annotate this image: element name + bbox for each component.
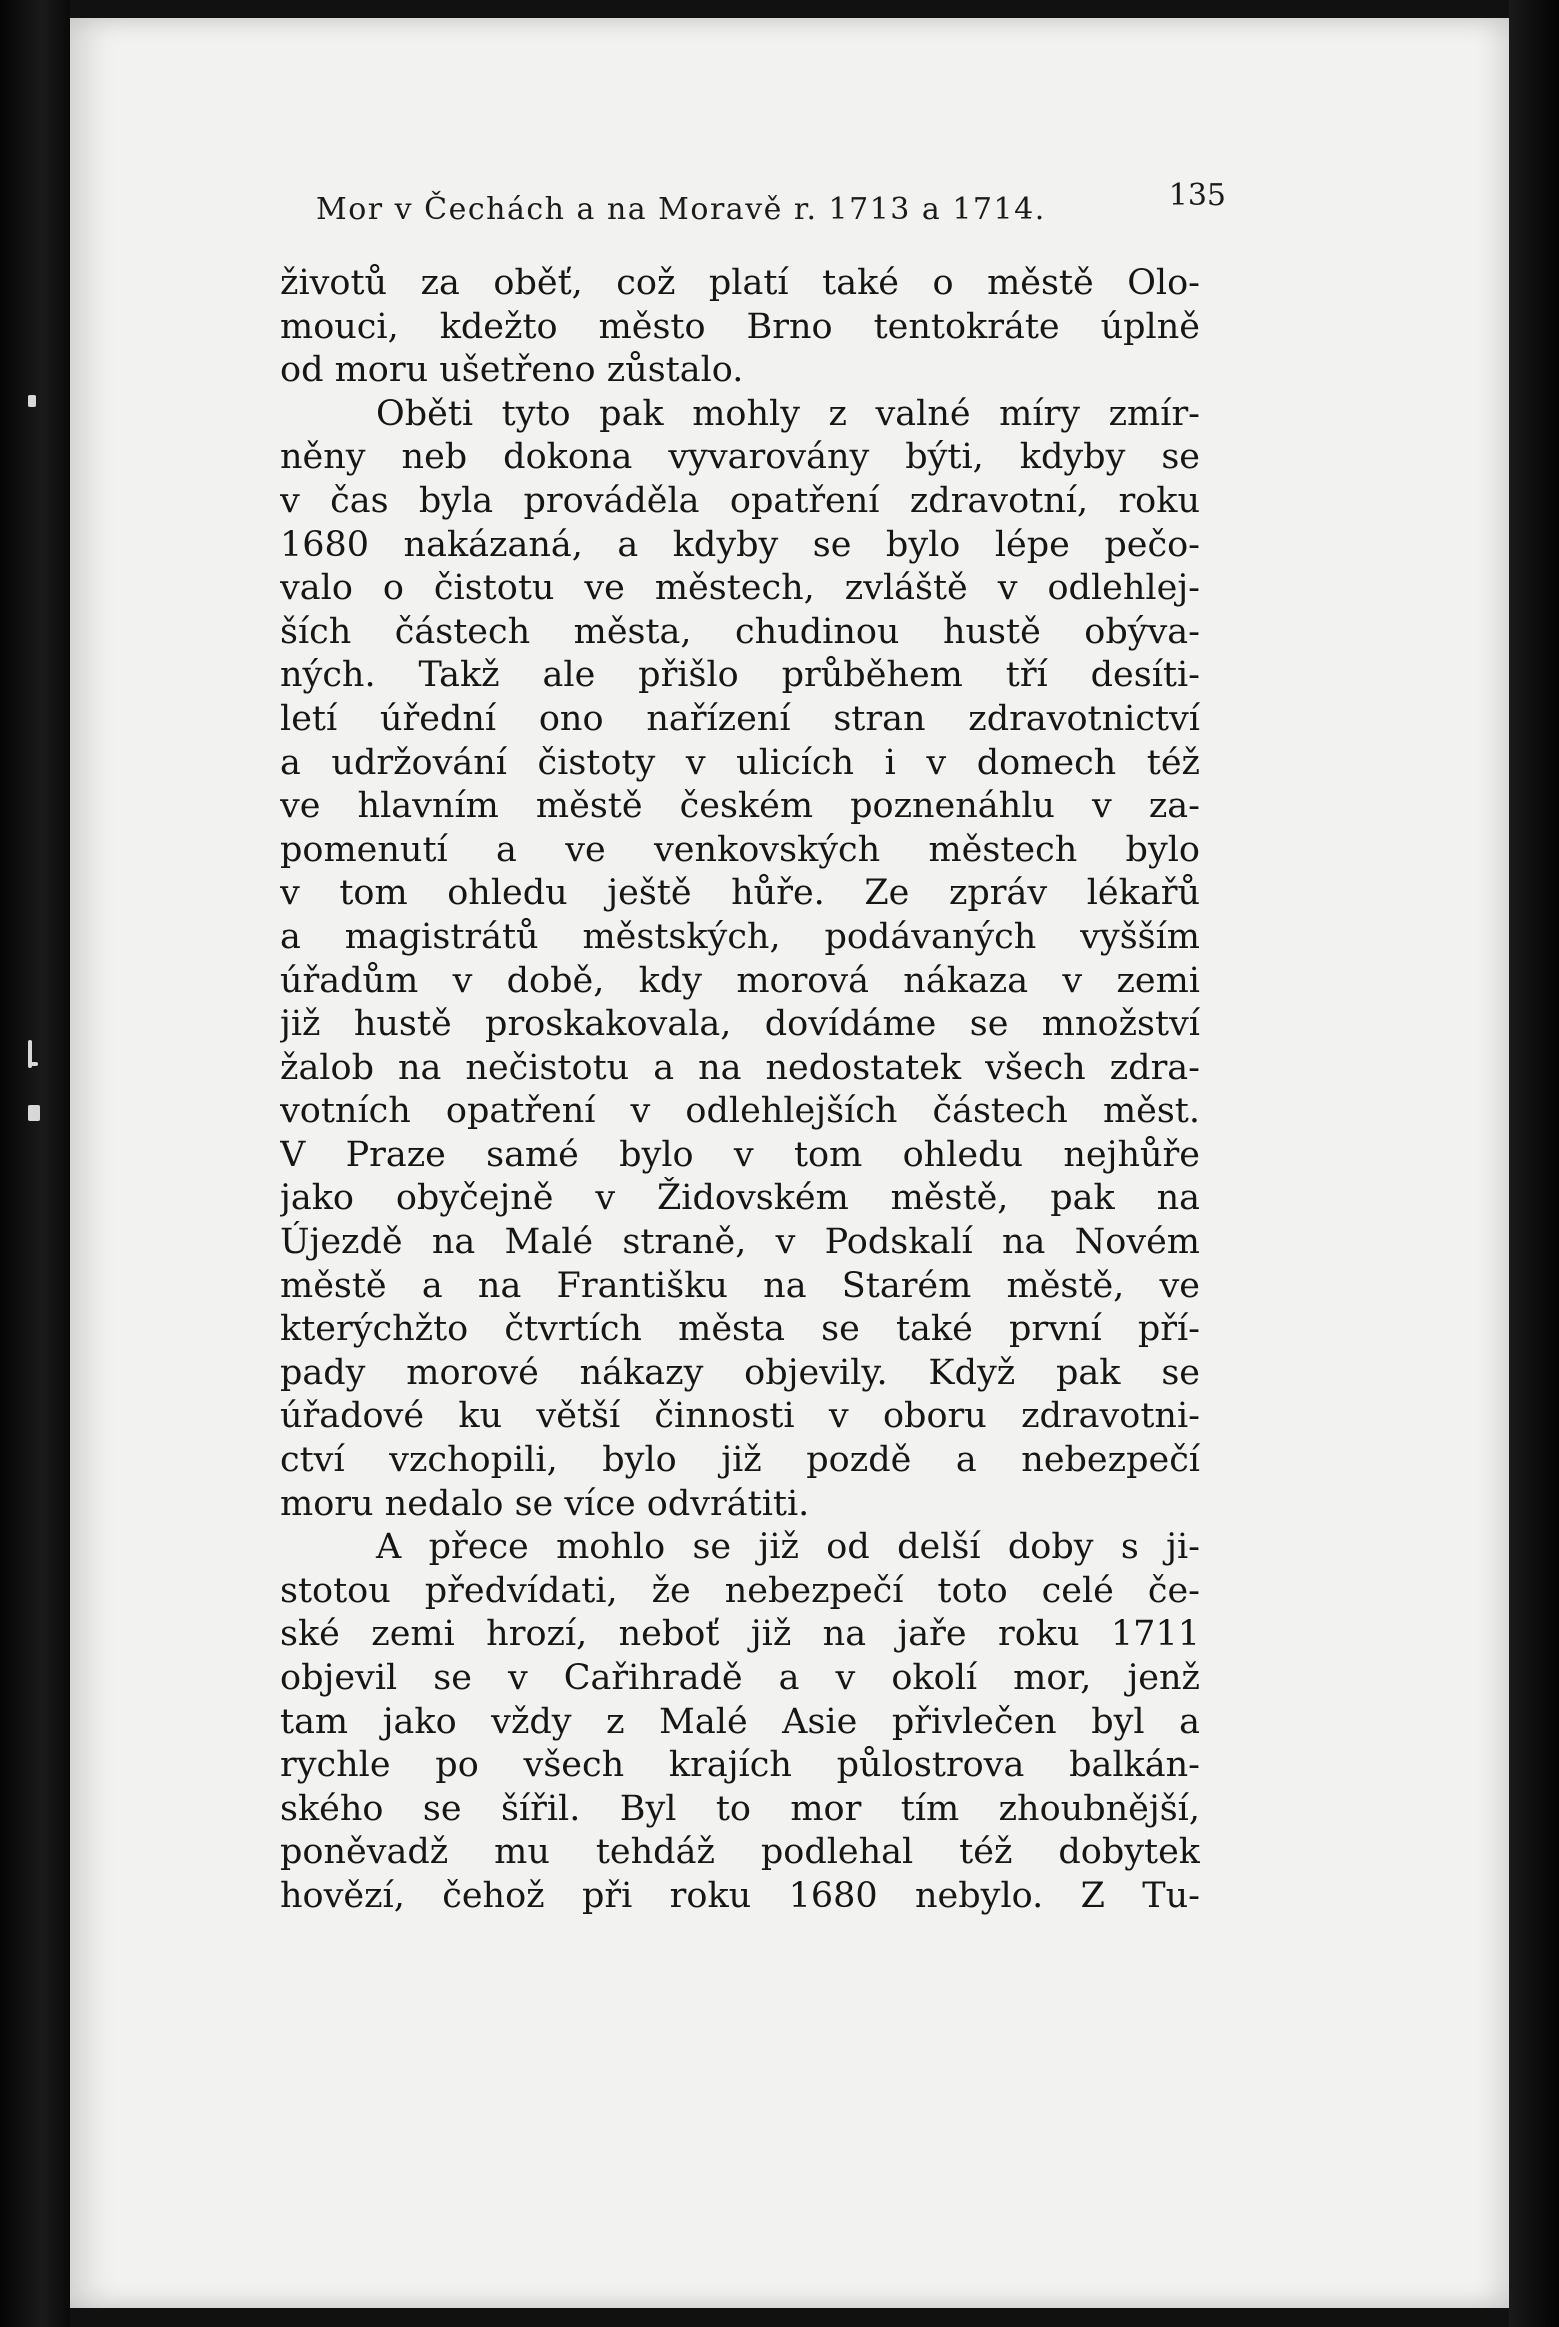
text-line: Újezdě na Malé straně, v Podskalí na Novém — [280, 1222, 1200, 1263]
text-line: životů za oběť, což platí také o městě Olo- — [280, 263, 1200, 303]
text-line: již hustě proskakovala, dovídáme se množství — [280, 1004, 1200, 1045]
binding-mark — [28, 1062, 38, 1066]
book-binding-edge — [0, 0, 70, 2327]
page-header — [216, 178, 1226, 238]
text-line: hovězí, čehož při roku 1680 nebylo. Z Tu- — [280, 1875, 1200, 1916]
text-line: a magistrátů městských, podávaných vyšším — [280, 916, 1200, 957]
text-line: úřadové ku větší činnosti v oboru zdravotni- — [280, 1396, 1200, 1437]
text-line: ších částech města, chudinou hustě obýva- — [280, 611, 1200, 652]
text-line: ných. Takž ale přišlo průběhem tří desíti- — [280, 655, 1200, 696]
scan-right-edge — [1509, 0, 1559, 2327]
text-line: moru nedalo se více odvrátiti. — [280, 1483, 810, 1524]
text-line: poněvadž mu tehdáž podlehal též dobytek — [280, 1832, 1200, 1873]
text-line: něny neb dokona vyvarovány býti, kdyby se — [280, 437, 1200, 478]
binding-mark — [28, 395, 36, 407]
text-line: stotou předvídati, že nebezpečí toto celé če- — [280, 1570, 1200, 1611]
text-line: městě a na Františku na Starém městě, ve — [280, 1265, 1200, 1306]
text-line: v tom ohledu ještě hůře. Ze zpráv lékařů — [280, 873, 1200, 914]
text-line: od moru ušetřeno zůstalo. — [280, 350, 744, 391]
text-line: rychle po všech krajích půlostrova balkán- — [280, 1745, 1200, 1786]
binding-mark — [28, 1105, 40, 1121]
text-line: jako obyčejně v Židovském městě, pak na — [280, 1178, 1200, 1219]
text-line: mouci, kdežto město Brno tentokráte úplně — [280, 306, 1200, 347]
text-line: ského se šířil. Byl to mor tím zhoubnější, — [280, 1788, 1200, 1829]
text-line: valo o čistotu ve městech, zvláště v odlehlej- — [280, 568, 1200, 609]
text-line: pady morové nákazy objevily. Když pak se — [280, 1352, 1200, 1393]
text-line: ve hlavním městě českém poznenáhlu v za- — [280, 786, 1200, 827]
text-line: objevil se v Cařihradě a v okolí mor, jenž — [280, 1658, 1200, 1698]
text-line: tam jako vždy z Malé Asie přivlečen byl a — [280, 1701, 1200, 1742]
text-line: A přece mohlo se již od delší doby s ji- — [376, 1527, 1200, 1568]
text-line: V Praze samé bylo v tom ohledu nejhůře — [280, 1134, 1200, 1175]
text-line: letí úřední ono nařízení stran zdravotnictví — [280, 698, 1200, 739]
text-line: úřadům v době, kdy morová nákaza v zemi — [280, 960, 1200, 1001]
text-line: žalob na nečistotu a na nedostatek všech zdra- — [280, 1047, 1200, 1088]
text-line: ské zemi hrozí, neboť již na jaře roku 1711 — [280, 1614, 1200, 1655]
text-line: ctví vzchopili, bylo již pozdě a nebezpečí — [280, 1440, 1200, 1481]
text-line: a udržování čistoty v ulicích i v domech též — [280, 742, 1200, 783]
text-line: Oběti tyto pak mohly z valné míry zmír- — [376, 393, 1200, 434]
text-line: votních opatření v odlehlejších částech měst. — [280, 1091, 1200, 1132]
body-text — [280, 262, 1200, 1919]
text-line: kterýchžto čtvrtích města se také první pří- — [280, 1309, 1200, 1350]
text-line: pomenutí a ve venkovských městech bylo — [280, 829, 1200, 870]
text-line: v čas byla prováděla opatření zdravotní, roku — [280, 480, 1200, 521]
text-line: 1680 nakázaná, a kdyby se bylo lépe pečo- — [280, 524, 1200, 565]
page-number: 135 — [1168, 178, 1226, 213]
running-head: Mor v Čechách a na Moravě r. 1713 a 1714. — [316, 192, 1046, 227]
